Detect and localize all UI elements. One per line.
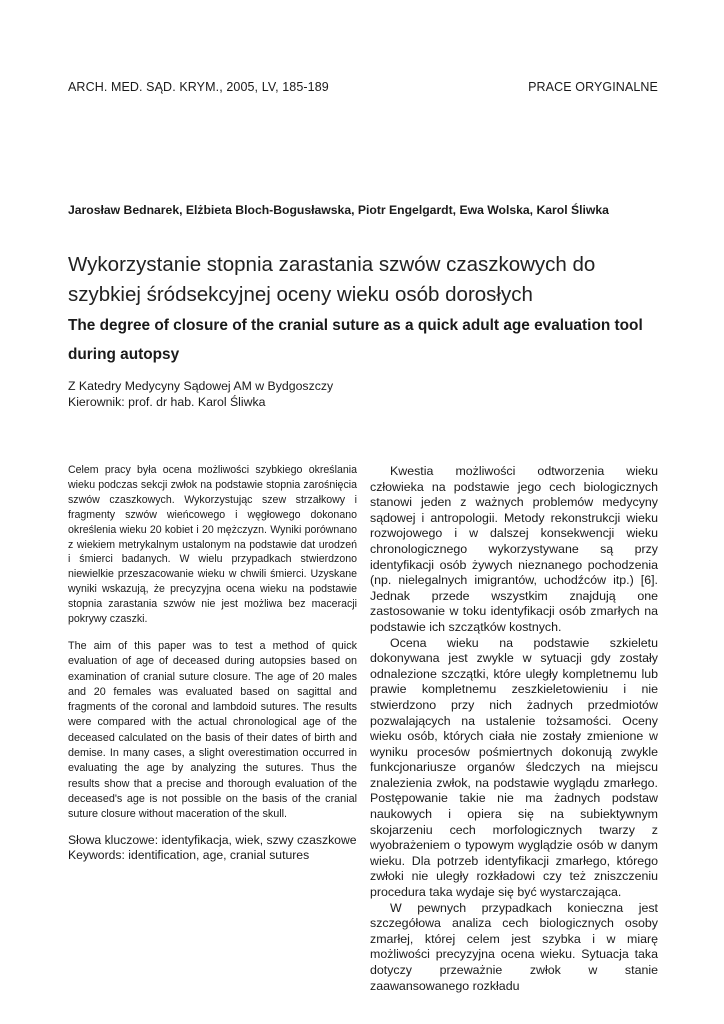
running-header: [68, 80, 658, 96]
left-column: [68, 463, 357, 864]
journal-citation: ARCH. MED. SĄD. KRYM., 2005, LV, 185-189: [68, 80, 329, 94]
body-paragraph-1: Kwestia możliwości odtworzenia wieku człowieka na podstawie jego cech biologicznych stanowi jeden z ważnych problemów medycyny sądowej i antropologii. Metody rekonstrukcji wieku rozwojowego i w dalszej konsekwencji wieku chronologicznego wykorzystywane są przy identyfikacji osób żywych nieznanego pochodzenia (np. nielegalnych imigrantów, uchodźców itp.) [6]. Jednak przede wszystkim znajdują one zastosowanie w toku identyfikacji osób zmarłych na podstawie ich szczątków kostnych.: [370, 464, 658, 634]
affiliation: [68, 378, 468, 410]
title-polish: Wykorzystanie stopnia zarastania szwów czaszkowych do szybkiej śródsekcyjnej oceny wieku osób dorosłych: [68, 253, 596, 306]
author-list: Jarosław Bednarek, Elżbieta Bloch-Bogusławska, Piotr Engelgardt, Ewa Wolska, Karol Śliwka: [68, 203, 609, 217]
body-paragraph-3: W pewnych przypadkach konieczna jest szczegółowa analiza cech biologicznych osoby zmarłej, której celem jest szybka i w miarę możliwości precyzyjna ocena wieku. Sytuacja taka dotyczy przeważnie zwłok w stanie zaawansowanego rozkładu: [370, 900, 658, 993]
keywords-polish: Słowa kluczowe: identyfikacja, wiek, szwy czaszkowe: [68, 832, 357, 847]
title-english: The degree of closure of the cranial suture as a quick adult age evaluation tool during autopsy: [68, 317, 643, 363]
section-label: PRACE ORYGINALNE: [528, 80, 658, 94]
affiliation-department: Z Katedry Medycyny Sądowej AM w Bydgoszczy: [68, 379, 334, 393]
body-paragraph-2: Ocena wieku na podstawie szkieletu dokonywana jest zwykle w sytuacji gdy zostały odnalezione szczątki, które uległy kompletnemu lub prawie kompletnemu zeszkieletowieniu i nie stwierdzono przy nich żadnych przedmiotów pozwalających na ustalenie tożsamości. Oceny wieku osób, których ciała nie zostały zmienione w wyniku procesów pośmiertnych dokonują zwykle funkcjonariusze organów śledczych na miejscu znalezienia zwłok, na podstawie wyglądu zmarłego. Postępowanie takie nie ma żadnych podstaw naukowych i opiera się na subiektywnym skojarzeniu cech morfologicznych twarzy z wyobrażeniem o typowym wyglądzie osób w danym wieku. Dla potrzeb identyfikacji zmarłego, którego zwłoki nie uległy rozkładowi czy też zniszczeniu procedura taka wydaje się być wystarczająca.: [370, 635, 658, 900]
keywords-english: Keywords: identification, age, cranial sutures: [68, 848, 310, 863]
affiliation-head: Kierownik: prof. dr hab. Karol Śliwka: [68, 395, 266, 409]
abstract-english: The aim of this paper was to test a method of quick evaluation of age of deceased during autopsies based on examination of cranial suture closure. The age of 20 males and 20 females was evaluated based on sagittal and fragments of the coronal and lambdoid sutures. The results were compared with the actual chronological age of the deceased calculated on the basis of their dates of birth and demise. In many cases, a slight overestimation occurred in evaluating the age by analyzing the sutures. Thus the results show that a precise and thorough evaluation of the deceased's age is not possible on the basis of the cranial suture closure without maceration of the skull.: [68, 639, 357, 821]
abstract-polish: Celem pracy była ocena możliwości szybkiego określania wieku podczas sekcji zwłok na podstawie stopnia zarośnięcia szwów czaszkowych. Wykorzystując szew strzałkowy i fragmenty szwów wieńcowego i węgłowego dokonano określenia wieku 20 kobiet i 20 mężczyzn. Wyniki porównano z wiekiem metrykalnym ustalonym na podstawie dat urodzeń i śmierci badanych. W wielu przypadkach stwierdzono niewielkie przeszacowanie wieku w chwili śmierci. Uzyskane wyniki wskazują, że precyzyjna ocena wieku na podstawie stopnia zarastania szwów nie jest możliwa bez maceracji pokrywy czaszki.: [68, 464, 357, 626]
right-column: [370, 464, 658, 994]
